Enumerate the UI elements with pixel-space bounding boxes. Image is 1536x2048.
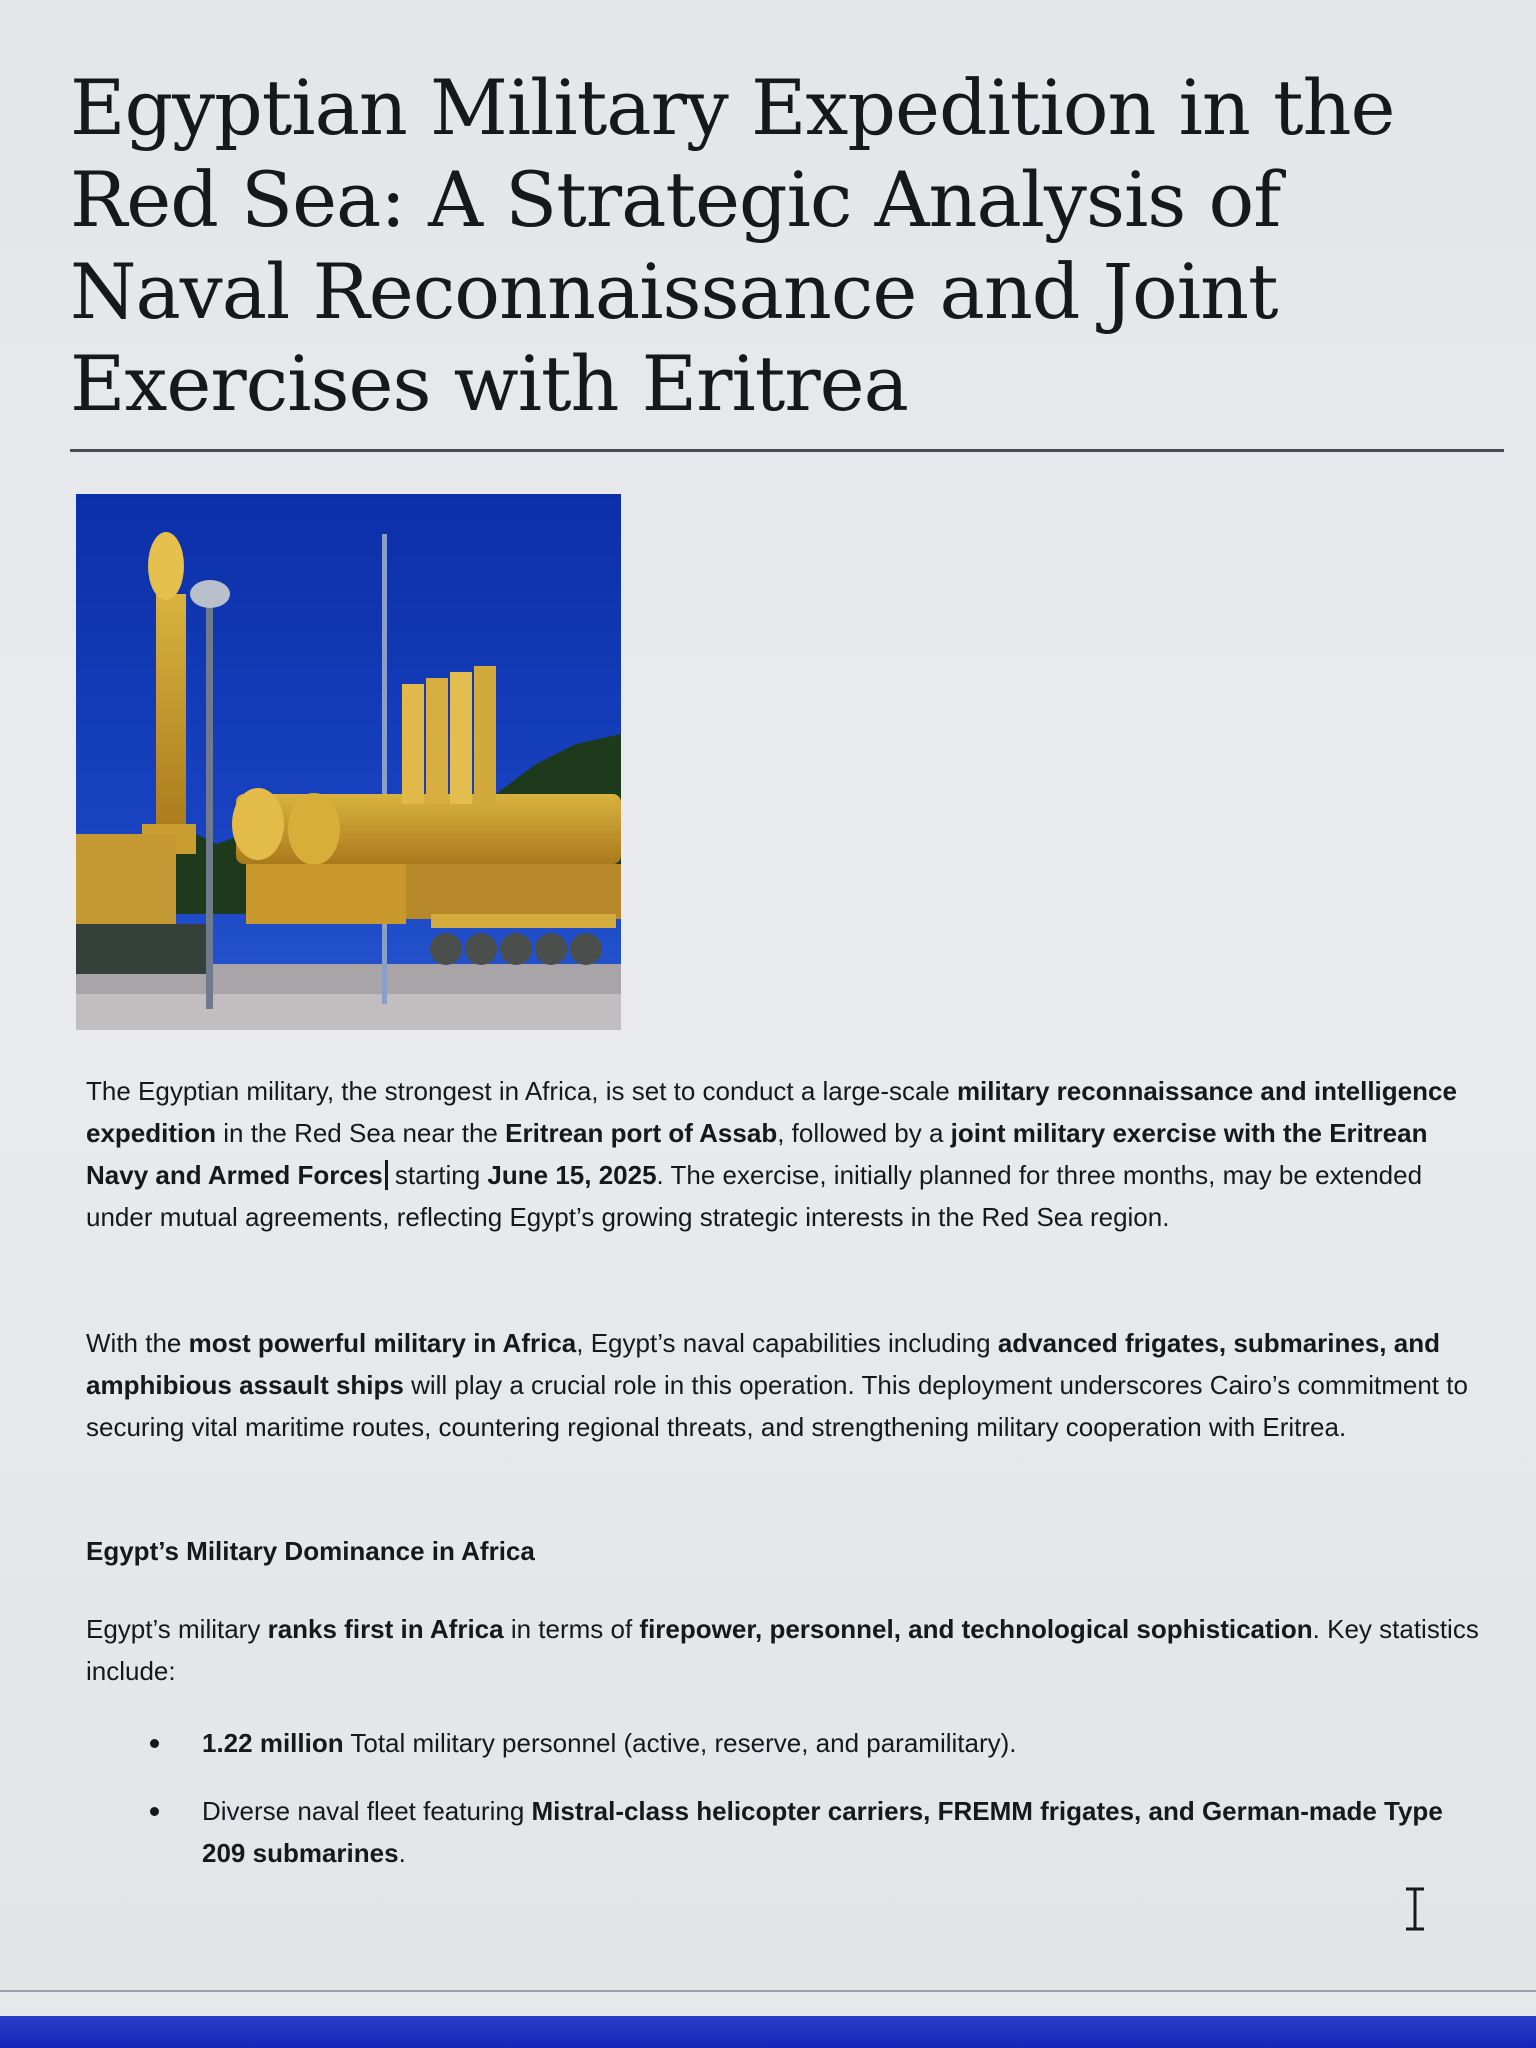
text-run: starting (387, 1160, 488, 1190)
document-title: Egyptian Military Expedition in the Red Sea: A Strategic Analysis of Naval Reconnaissance and Joint Exercises with Eritrea (70, 63, 1395, 428)
text-run-bold: joint military exercise with the Eritrean Navy and Armed Forces (86, 1118, 1428, 1190)
text-run: . Key statistics include: (86, 1614, 1479, 1686)
text-run-bold: firepower, personnel, and technological sophistication (639, 1614, 1313, 1644)
text-run-bold: 1.22 million (202, 1728, 344, 1758)
list-item[interactable] (150, 1790, 1450, 1874)
bullet-dot-icon (150, 1739, 159, 1748)
text-run: , Egypt’s naval capabilities including (576, 1328, 998, 1358)
list-item[interactable] (150, 1722, 1450, 1764)
text-run: With the (86, 1328, 189, 1358)
paragraph-capabilities[interactable] (86, 1322, 1486, 1448)
text-run: The Egyptian military, the strongest in Africa, is set to conduct a large-scale (86, 1076, 957, 1106)
text-run: . The exercise, initially planned for three months, may be extended under mutual agreements, reflecting Egypt’s growing strategic interests in the Red Sea region. (86, 1160, 1423, 1232)
text-run-bold: most powerful military in Africa (188, 1328, 577, 1358)
text-run-bold: Eritrean port of Assab (505, 1118, 778, 1148)
text-run: Egypt’s military (86, 1614, 268, 1644)
text-run: in terms of (503, 1614, 640, 1644)
text-run-bold: June 15, 2025 (487, 1160, 657, 1190)
paragraph-intro[interactable] (86, 1070, 1486, 1238)
text-cursor-ibeam-icon (1402, 1886, 1428, 1932)
text-run-bold: advanced frigates, submarines, and amphibious assault ships (86, 1328, 1440, 1400)
taskbar[interactable] (0, 2016, 1536, 2048)
paragraph-statistics-intro[interactable] (86, 1608, 1486, 1692)
text-run-bold: ranks first in Africa (267, 1614, 504, 1644)
text-run-bold: military reconnaissance and intelligence expedition (86, 1076, 1457, 1148)
text-run: will play a crucial role in this operation. This deployment underscores Cairo’s commitment to securing vital maritime routes, countering regional threats, and strengthening military cooperation with Eritrea. (86, 1370, 1468, 1442)
text-run: . (398, 1838, 406, 1868)
page-bottom-rule (0, 1990, 1536, 1992)
text-run-bold: Mistral-class helicopter carriers, FREMM frigates, and German-made Type 209 submarines (202, 1796, 1443, 1868)
document-photo (76, 494, 621, 1030)
text-run: Diverse naval fleet featuring (202, 1796, 532, 1826)
statistics-list (150, 1722, 1450, 1900)
text-run: , followed by a (777, 1118, 951, 1148)
bullet-dot-icon (150, 1807, 159, 1816)
section-heading[interactable]: Egypt’s Military Dominance in Africa (86, 1536, 535, 1566)
text-run: Total military personnel (active, reserve, and paramilitary). (343, 1728, 1017, 1758)
title-underline-rule (70, 449, 1504, 452)
text-run: in the Red Sea near the (216, 1118, 506, 1148)
